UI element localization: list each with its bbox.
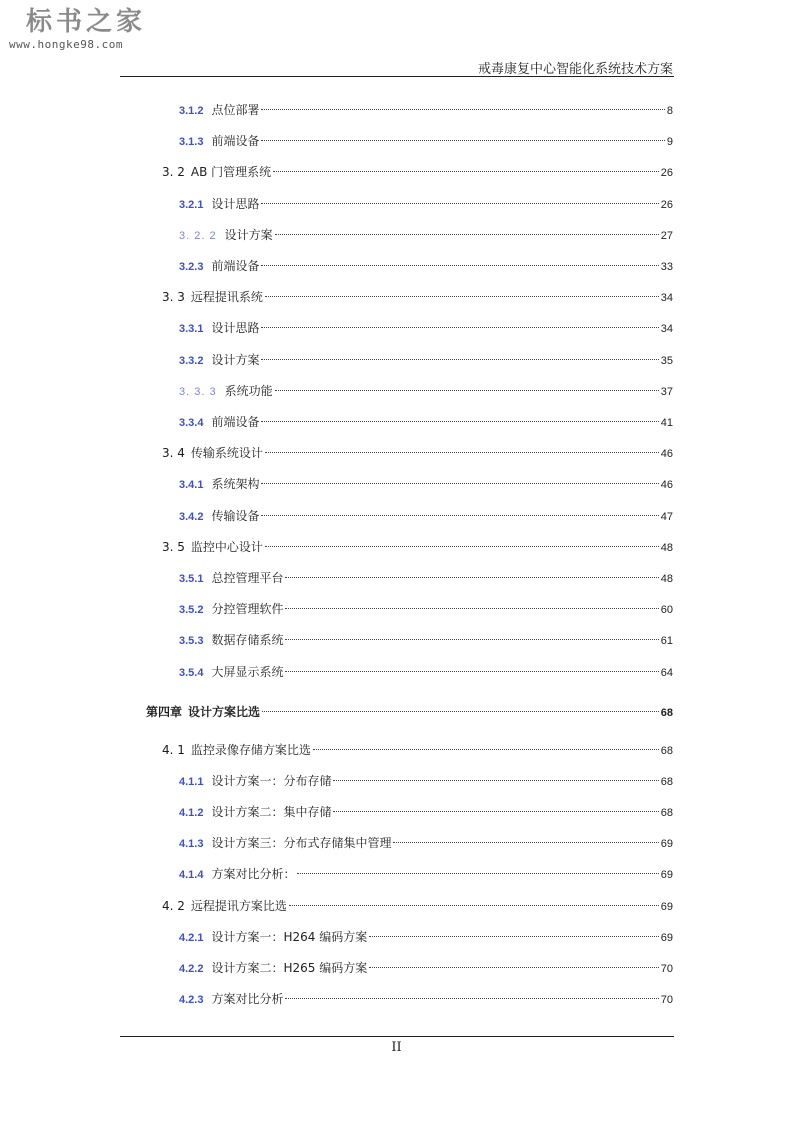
toc-dot-leader	[369, 936, 659, 937]
toc-entry-number: 4.2.3	[179, 994, 204, 1007]
toc-entry-page: 46	[660, 448, 673, 461]
header-divider	[120, 76, 674, 77]
toc-entry-title: 设计方案一：分布存储	[211, 773, 332, 788]
toc-entry-page: 8	[666, 105, 673, 117]
toc-entry[interactable]	[179, 351, 673, 369]
toc-entry-title: 设计方案	[211, 352, 260, 367]
toc-entry[interactable]	[179, 507, 673, 525]
toc-entry-title: 设计方案二：H265 编码方案	[211, 961, 368, 975]
toc-entry-title: 设计方案二：集中存储	[211, 805, 332, 819]
toc-entry-number: 4.2.2	[179, 963, 204, 975]
toc-entry-number: 3. 2. 2	[179, 229, 217, 242]
toc-entry-title: 监控录像存储方案比选	[190, 742, 311, 757]
toc-entry-title: 设计方案三：分布式存储集中管理	[211, 836, 392, 851]
toc-entry-title: 点位部署	[211, 103, 260, 117]
toc-entry[interactable]	[179, 865, 673, 883]
toc-entry-title: 分控管理软件	[211, 602, 284, 617]
toc-entry-title: 大屏显示系统	[211, 664, 284, 679]
toc-entry-number: 3.5.1	[179, 573, 204, 585]
toc-dot-leader	[261, 265, 658, 266]
page-header-title: 戒毒康复中心智能化系统技术方案	[477, 62, 673, 77]
toc-dot-leader	[285, 998, 658, 999]
toc-entry[interactable]	[179, 834, 673, 852]
toc-entry-page: 47	[660, 510, 673, 523]
toc-dot-leader	[261, 109, 664, 110]
toc-dot-leader	[261, 203, 658, 204]
toc-entry-number: 3.1.2	[179, 105, 204, 117]
toc-entry-title: 数据存储系统	[211, 633, 284, 648]
toc-entry-page: 9	[666, 136, 673, 149]
toc-entry-title: 前端设备	[211, 415, 260, 429]
toc-entry[interactable]	[162, 538, 673, 556]
toc-entry-page: 68	[660, 807, 673, 819]
toc-entry-title: 前端设备	[211, 259, 260, 273]
toc-entry-title: 传输设备	[211, 508, 260, 523]
toc-entry[interactable]	[179, 226, 673, 244]
toc-entry-page: 48	[660, 541, 673, 554]
toc-entry-number: 第四章	[146, 704, 183, 719]
toc-entry-title: 远程提讯方案比选	[190, 898, 287, 913]
toc-entry-page: 35	[660, 354, 673, 367]
toc-dot-leader	[261, 515, 658, 516]
toc-entry-number: 3.1.3	[179, 136, 204, 149]
toc-entry-page: 69	[660, 838, 673, 851]
toc-entry[interactable]	[179, 413, 673, 431]
page-number: II	[391, 1040, 402, 1055]
watermark-logo	[8, 6, 168, 52]
toc-dot-leader	[289, 905, 659, 906]
toc-entry-title: 设计方案比选	[188, 704, 261, 719]
toc-entry-page: 60	[660, 604, 673, 617]
toc-entry[interactable]	[179, 569, 673, 587]
toc-entry[interactable]	[162, 288, 673, 306]
toc-dot-leader	[285, 639, 658, 640]
toc-dot-leader	[275, 390, 659, 391]
toc-entry[interactable]	[179, 663, 673, 681]
toc-dot-leader	[297, 873, 658, 874]
toc-entry-number: 3. 2	[162, 165, 185, 180]
toc-dot-leader	[261, 140, 664, 141]
toc-entry-page: 26	[660, 167, 673, 180]
toc-entry-page: 46	[660, 479, 673, 492]
toc-entry-page: 34	[660, 292, 673, 305]
watermark-title: 标书之家	[26, 7, 147, 37]
toc-entry-page: 68	[660, 775, 673, 788]
toc-entry-title: 总控管理平台	[211, 571, 284, 585]
toc-entry-page: 33	[660, 261, 673, 273]
toc-entry-number: 3.3.2	[179, 354, 204, 367]
toc-entry-number: 3. 3	[162, 290, 185, 305]
footer-divider	[120, 1036, 674, 1037]
toc-entry-page: 70	[660, 963, 673, 975]
toc-entry[interactable]	[179, 475, 673, 493]
toc-entry-number: 3.5.3	[179, 635, 204, 648]
toc-entry-title: 设计思路	[211, 321, 260, 336]
toc-entry[interactable]	[179, 959, 673, 977]
toc-entry[interactable]	[162, 741, 673, 759]
toc-entry-title: 监控中心设计	[190, 539, 263, 554]
toc-entry-page: 26	[660, 198, 673, 211]
toc-entry-number: 4.2.1	[179, 931, 204, 944]
toc-entry[interactable]	[179, 772, 673, 790]
toc-entry[interactable]	[179, 803, 673, 821]
toc-entry[interactable]	[179, 132, 673, 150]
toc-entry[interactable]	[179, 382, 673, 400]
toc-entry-title: 设计方案一：H264 编码方案	[211, 929, 368, 944]
toc-entry-page: 27	[660, 229, 673, 242]
toc-entry-title: AB 门管理系统	[190, 165, 272, 180]
toc-entry-number: 4.1.4	[179, 869, 204, 882]
toc-entry-number: 3.2.1	[179, 198, 204, 211]
toc-dot-leader	[393, 842, 658, 843]
toc-entry[interactable]	[162, 897, 673, 915]
toc-entry-page: 69	[660, 931, 673, 944]
toc-entry[interactable]	[179, 101, 673, 119]
toc-dot-leader	[273, 171, 659, 172]
toc-entry-title: 方案对比分析	[211, 992, 284, 1007]
toc-dot-leader	[275, 234, 659, 235]
toc-entry[interactable]	[179, 319, 673, 337]
toc-entry[interactable]	[162, 163, 673, 181]
toc-dot-leader	[369, 967, 659, 968]
toc-entry[interactable]	[179, 990, 673, 1008]
toc-entry-title: 设计方案	[224, 227, 273, 242]
toc-dot-leader	[265, 546, 659, 547]
toc-dot-leader	[261, 421, 658, 422]
toc-dot-leader	[265, 452, 659, 453]
toc-entry-page: 37	[660, 385, 673, 398]
toc-entry-page: 69	[660, 869, 673, 882]
toc-entry[interactable]	[179, 195, 673, 213]
toc-dot-leader	[313, 749, 659, 750]
toc-entry[interactable]	[179, 600, 673, 618]
toc-entry-number: 3.3.4	[179, 417, 204, 429]
toc-entry-number: 4. 2	[162, 898, 185, 913]
toc-entry-page: 41	[660, 417, 673, 429]
toc-entry-number: 3. 5	[162, 539, 185, 554]
toc-dot-leader	[285, 608, 658, 609]
toc-entry[interactable]	[146, 703, 673, 721]
toc-entry-page: 48	[660, 573, 673, 585]
toc-entry-number: 4.1.1	[179, 775, 204, 788]
toc-entry[interactable]	[179, 631, 673, 649]
toc-entry-title: 系统架构	[211, 477, 260, 492]
toc-dot-leader	[262, 711, 659, 712]
toc-dot-leader	[261, 327, 658, 328]
toc-entry-title: 方案对比分析：	[211, 867, 296, 882]
toc-entry-number: 3.2.3	[179, 261, 204, 273]
toc-entry-number: 3.4.1	[179, 479, 204, 492]
toc-entry-title: 远程提讯系统	[190, 290, 263, 305]
toc-entry-number: 3.5.2	[179, 604, 204, 617]
toc-entry-page: 70	[660, 994, 673, 1007]
toc-entry[interactable]	[179, 928, 673, 946]
toc-dot-leader	[285, 577, 658, 578]
toc-entry-page: 61	[660, 635, 673, 648]
watermark-url: www.hongke98.com	[9, 38, 123, 51]
toc-entry-title: 前端设备	[211, 134, 260, 149]
toc-dot-leader	[285, 671, 658, 672]
toc-entry-number: 3.4.2	[179, 510, 204, 523]
toc-entry-page: 64	[660, 666, 673, 679]
toc-dot-leader	[333, 811, 658, 812]
toc-dot-leader	[261, 483, 658, 484]
toc-entry-title: 设计思路	[211, 196, 260, 211]
toc-entry-page: 69	[660, 900, 673, 913]
toc-entry-number: 3. 3. 3	[179, 385, 217, 398]
toc-entry-page: 68	[660, 744, 673, 757]
toc-entry-number: 3. 4	[162, 446, 185, 461]
toc-entry-number: 4.1.3	[179, 838, 204, 851]
toc-entry-number: 3.3.1	[179, 323, 204, 336]
toc-entry[interactable]	[162, 444, 673, 462]
toc-entry-title: 系统功能	[224, 383, 273, 398]
toc-entry-number: 3.5.4	[179, 666, 204, 679]
toc-entry-number: 4.1.2	[179, 807, 204, 819]
toc-entry-title: 传输系统设计	[190, 446, 263, 461]
toc-entry-number: 4. 1	[162, 742, 185, 757]
toc-entry-page: 34	[660, 323, 673, 336]
toc-dot-leader	[261, 359, 658, 360]
toc-entry-page: 68	[660, 706, 673, 719]
toc-dot-leader	[265, 296, 659, 297]
toc-entry[interactable]	[179, 257, 673, 275]
toc-dot-leader	[333, 780, 658, 781]
